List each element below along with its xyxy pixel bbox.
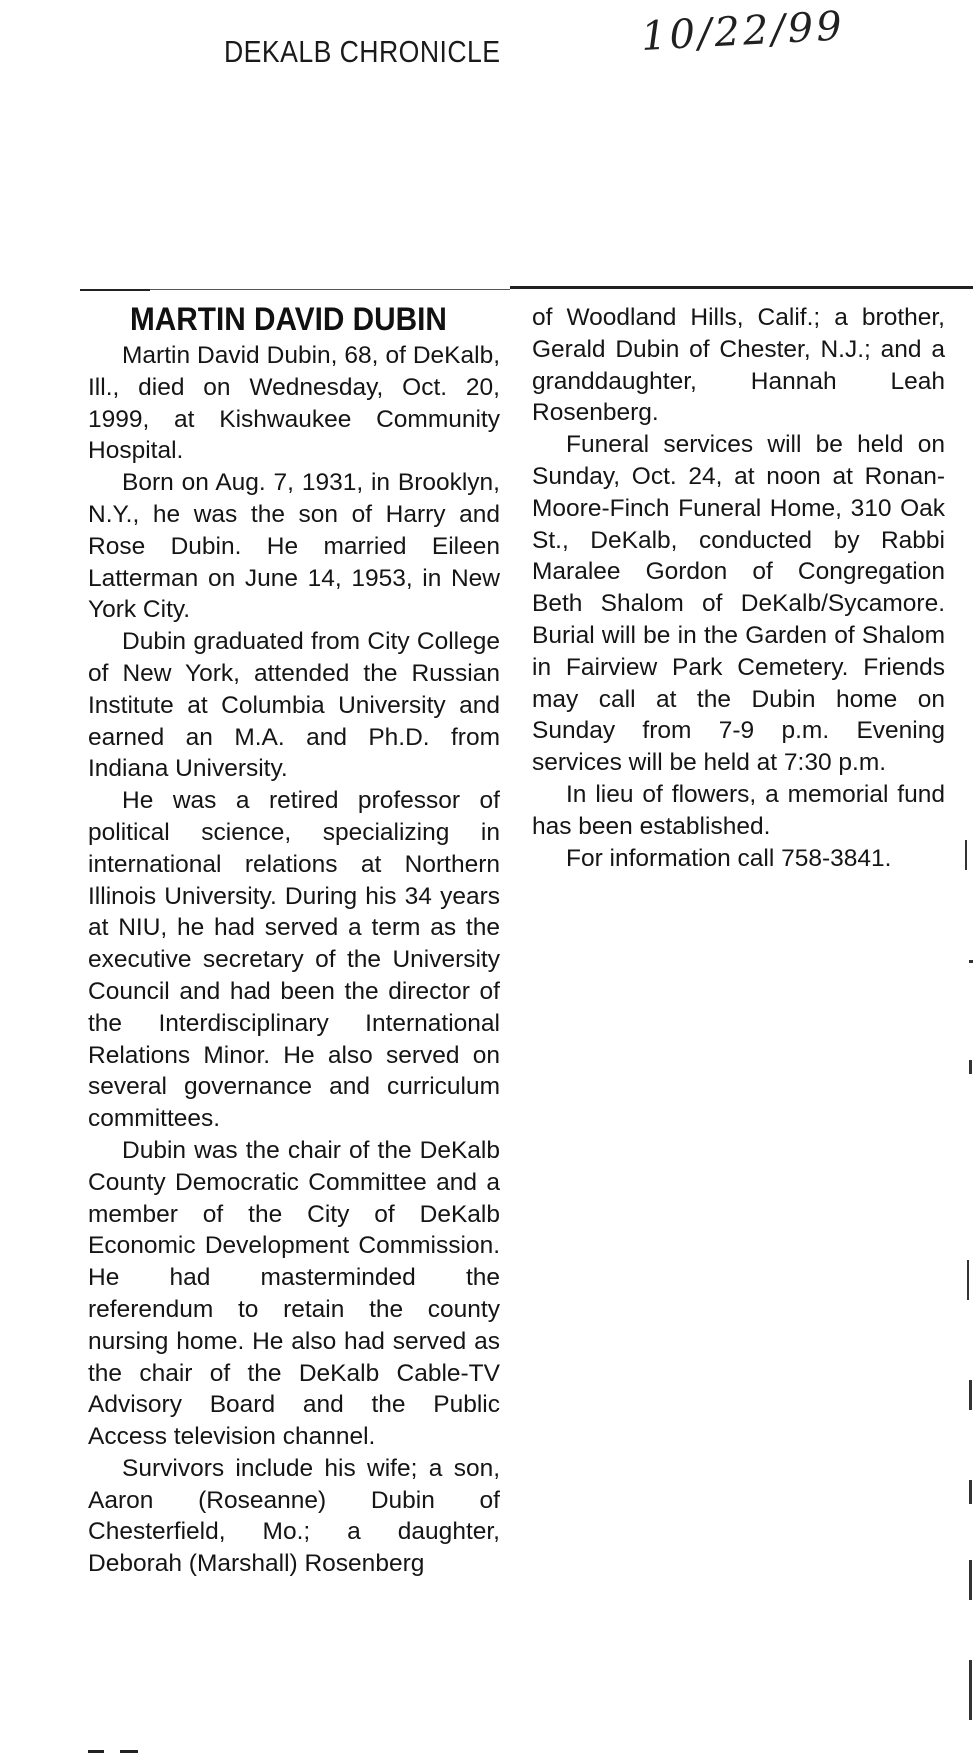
publication-name: DEKALB CHRONICLE [224,34,501,69]
paragraph-birth: Born on Aug. 7, 1931, in Brooklyn, N.Y., he was the son of Harry and Rose Dubin. He married Eileen Latterman on June 14, 1953, in New York City. [88,469,500,624]
paragraph-career: He was a retired professor of political science, specializing in international relations at Northern Illinois University. During his 34 years at NIU, he had served a term as the executive secretary of the University Council and had been the director of the Interdisciplinary International Relations Minor. He also served on several governance and curriculum committees. [88,787,500,1133]
column-rule-left [80,289,150,291]
paragraph-death: Martin David Dubin, 68, of DeKalb, Ill., died on Wednesday, Oct. 20, 1999, at Kishwaukee Community Hospital. [88,342,500,465]
scan-bottom-marks [88,1750,148,1753]
column-rule-right [510,286,973,289]
column-rule-mid [150,289,510,290]
article-column-left [88,340,500,1580]
paragraph-memorial: In lieu of flowers, a memorial fund has been established. [532,780,945,840]
paragraph-education: Dubin graduated from City College of New York, attended the Russian Institute at Columbia University and earned an M.A. and Ph.D. from Indiana University. [88,628,500,783]
paragraph-civic: Dubin was the chair of the DeKalb County Democratic Committee and a member of the City of DeKalb Economic Development Commission. He had masterminded the referendum to retain the county nursing home. He also had served as the chair of the DeKalb Cable-TV Advisory Board and the Public Access television channel. [88,1136,500,1451]
scan-edge-marks [955,840,973,1740]
paragraph-survivors-continued: of Woodland Hills, Calif.; a brother, Gerald Dubin of Chester, N.J.; and a granddaughter, Hannah Leah Rosenberg. [532,304,945,427]
paragraph-contact: For information call 758-3841. [566,844,892,872]
paragraph-survivors: Survivors include his wife; a son, Aaron (Roseanne) Dubin of Chesterfield, Mo.; a daughter, Deborah (Marshall) Rosenberg [88,1454,500,1578]
handwritten-date: 10/22/99 [640,3,846,60]
article-column-right [532,302,945,874]
obituary-headline: MARTIN DAVID DUBIN [130,301,447,337]
paragraph-funeral: Funeral services will be held on Sunday, Oct. 24, at noon at Ronan-Moore-Finch Funeral Home, 310 Oak St., DeKalb, conducted by Rabbi Maralee Gordon of Congregation Beth Shalom of DeKalb/Sycamore. Burial will be in the Garden of Shalom in Fairview Park Cemetery. Friends may call at the Dubin home on Sunday from 7-9 p.m. Evening services will be held at 7:30 p.m. [532,431,945,777]
